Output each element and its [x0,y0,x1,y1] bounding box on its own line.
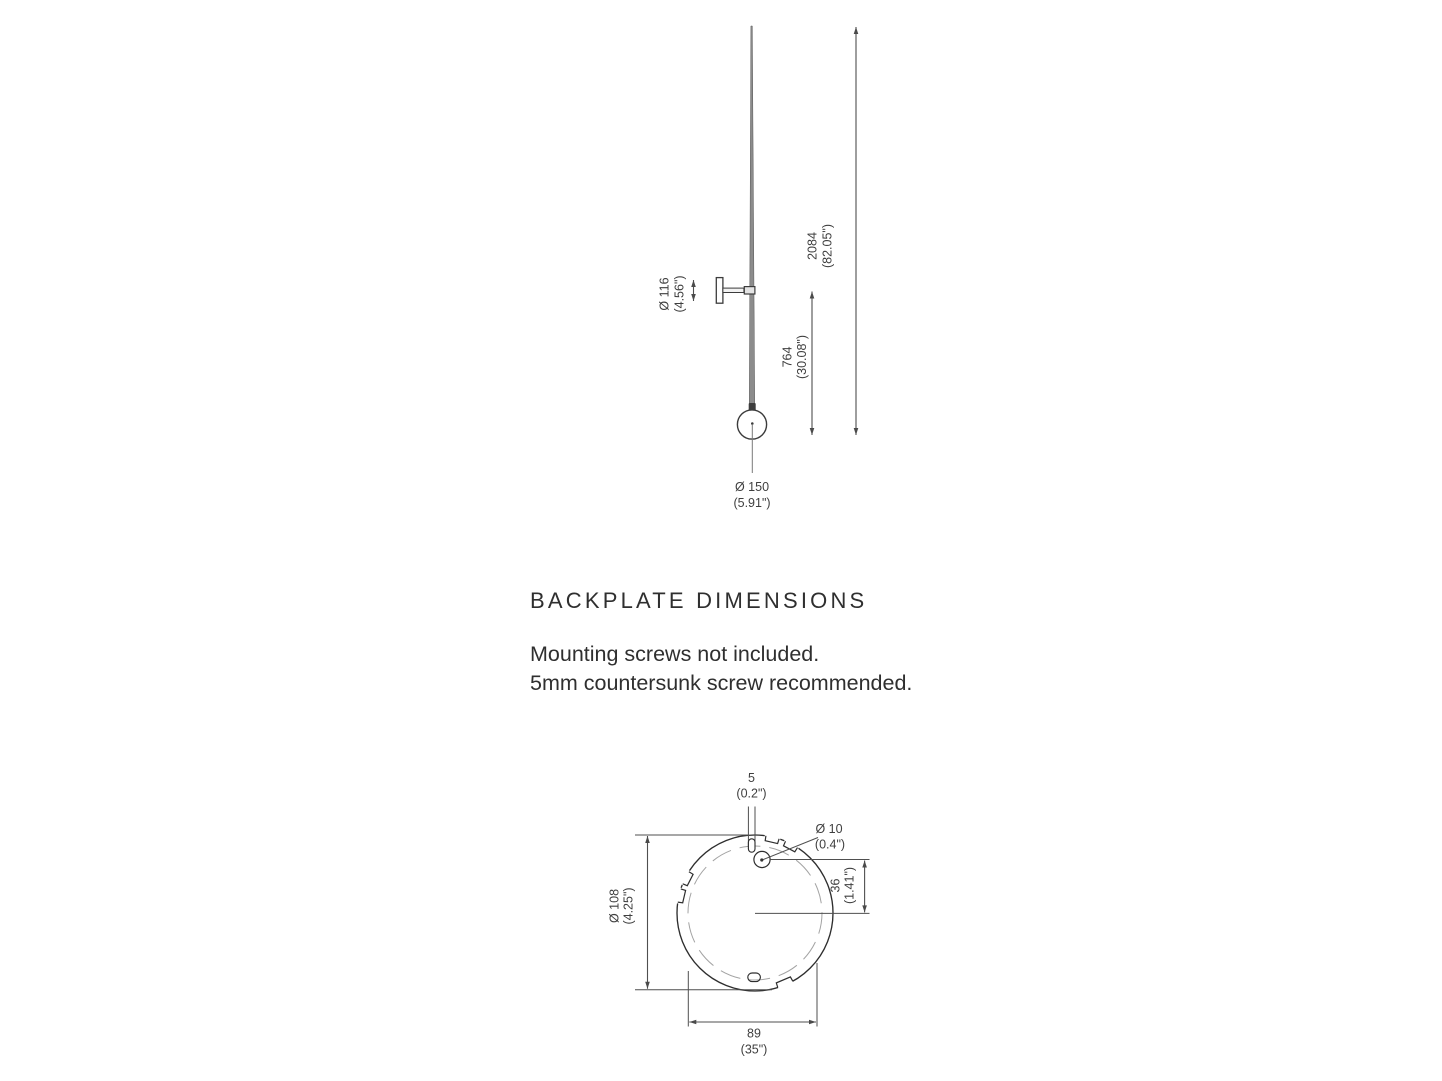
bracket-arm [723,288,744,292]
dim-label-hole-offset-mm: 36 [828,878,843,893]
note-line-1: Mounting screws not included. [530,642,820,666]
dim-label-hole-diameter-in: (0.4") [814,837,846,852]
dim-label-slot-width-mm: 5 [748,771,755,785]
backplate-side-view [716,278,723,304]
dim-label-slot-spacing-in: (35") [740,1042,768,1057]
dim-label-overall-length-mm: 2084 [805,232,820,260]
dim-label-backplate-diameter-mm: Ø 116 [657,277,672,311]
backplate-notches [674,832,801,991]
product-side-view-drawing [600,20,900,520]
dim-label-hole-diameter-mm: Ø 10 [815,822,843,836]
section-title: BACKPLATE DIMENSIONS [530,588,868,613]
dim-label-stem-length-mm: 764 [780,346,795,368]
wall-rod [749,26,754,404]
dim-label-backplate-diameter-in: (4.56") [672,275,687,313]
bracket-rod-clamp [744,287,755,294]
note-line-2: 5mm countersunk screw recommended. [530,670,913,695]
dim-label-globe-diameter-mm: Ø 150 [734,480,770,494]
dim-label-slot-spacing-mm: 89 [747,1026,761,1041]
mounting-notes [530,640,912,697]
dim-label-hole-offset-in: (1.41") [842,866,857,905]
dim-label-overall-length-in: (82.05") [820,223,835,269]
top-cable-slot [748,839,755,852]
dim-label-plate-diameter-mm: Ø 108 [607,888,622,924]
screw-hole-center-dot [760,858,763,861]
dim-label-stem-length-in: (30.08") [795,334,809,380]
dim-label-plate-diameter-in: (4.25") [621,887,636,925]
globe-center-dot [751,422,754,425]
backplate-dimension-drawing [590,755,910,1081]
dim-label-globe-diameter-in: (5.91") [733,496,771,510]
dim-label-slot-width-in: (0.2") [736,786,767,801]
